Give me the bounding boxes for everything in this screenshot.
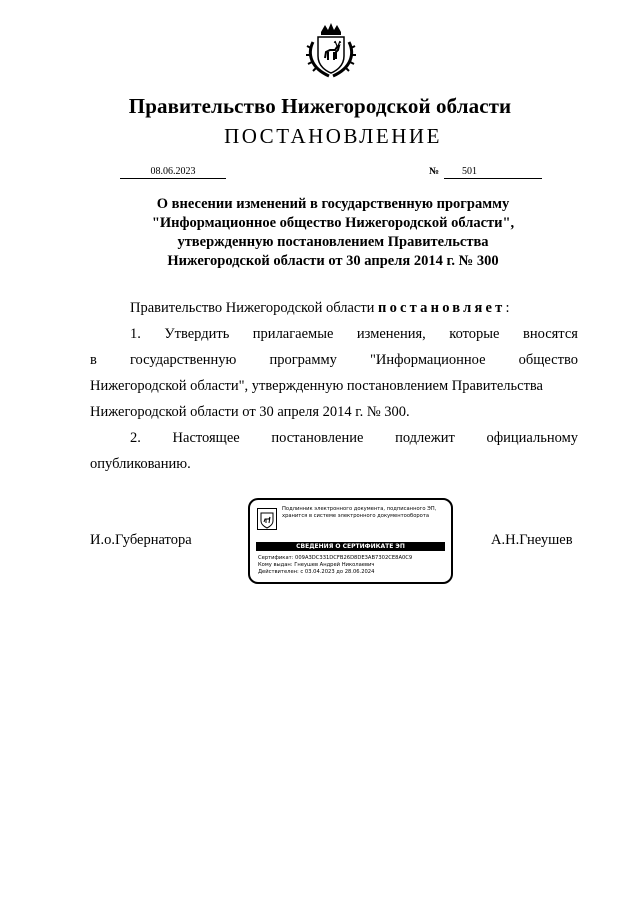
subject-line: утвержденную постановлением Правительства xyxy=(177,234,489,250)
item-2 xyxy=(90,425,578,477)
signer-name: А.Н.Гнеушев xyxy=(491,532,573,548)
document-date: 08.06.2023 xyxy=(120,166,226,179)
word: в xyxy=(90,352,97,368)
number-sign: № xyxy=(429,166,440,177)
intro-emphasis: постановляет xyxy=(378,300,506,316)
word: изменения, xyxy=(356,326,426,342)
item-2-line-2: опубликованию. xyxy=(90,456,191,472)
item-number: 1. xyxy=(130,326,141,342)
stamp-header-text: Подлинник электронного документа, подписанного ЭП, хранится в системе электронного документооборота xyxy=(282,506,437,519)
stamp-details xyxy=(258,555,412,577)
intro-text: Правительство Нижегородской области xyxy=(130,300,375,316)
subject-line: О внесении изменений в государственную программу xyxy=(156,196,510,212)
item-1-line-4: Нижегородской области от 30 апреля 2014 г. № 300. xyxy=(90,404,410,420)
stamp-issued-to: Кому выдан: Гнеушев Андрей Николаевич xyxy=(258,562,375,569)
coat-of-arms-icon xyxy=(303,22,359,78)
intro-paragraph xyxy=(90,295,578,321)
signer-position: И.о.Губернатора xyxy=(90,532,192,548)
word: "Информационное xyxy=(370,352,486,368)
intro-line xyxy=(90,295,578,321)
word: Настоящее xyxy=(172,430,240,446)
stamp-cert: Сертификат: 009A3DC331DCFB26D8DE3AB7302CE8A0C9 xyxy=(258,555,413,561)
item-1-line-3: Нижегородской области", утвержденную постановлением Правительства xyxy=(90,378,543,394)
item-2-line-1 xyxy=(90,425,578,451)
word: прилагаемые xyxy=(252,326,334,342)
item-1 xyxy=(90,321,578,425)
word: вносятся xyxy=(522,326,578,342)
document-number: 501 xyxy=(444,166,542,179)
word: Утвердить xyxy=(164,326,230,342)
word: подлежит xyxy=(395,430,455,446)
subject-line: Нижегородской области от 30 апреля 2014 г. № 300 xyxy=(167,253,499,269)
word: которые xyxy=(449,326,500,342)
item-1-line-2 xyxy=(90,347,578,373)
word: постановление xyxy=(271,430,364,446)
document-type: ПОСТАНОВЛЕНИЕ xyxy=(224,124,442,148)
subject-line: "Информационное общество Нижегородской области", xyxy=(151,215,515,231)
stamp-valid: Действителен: с 03.04.2023 до 28.06.2024 xyxy=(258,569,375,576)
stamp-arms-icon xyxy=(257,508,277,530)
document-subject xyxy=(0,195,640,271)
intro-colon: : xyxy=(505,300,510,316)
word: государственную xyxy=(129,352,237,368)
item-1-line-1 xyxy=(90,321,578,347)
word: программу xyxy=(269,352,337,368)
stamp-certificate-bar: СВЕДЕНИЯ О СЕРТИФИКАТЕ ЭП xyxy=(256,542,445,551)
item-number: 2. xyxy=(130,430,141,446)
organization-title: Правительство Нижегородской области xyxy=(128,94,512,118)
word: общество xyxy=(518,352,578,368)
electronic-signature-stamp xyxy=(248,498,453,584)
word: официальному xyxy=(486,430,578,446)
